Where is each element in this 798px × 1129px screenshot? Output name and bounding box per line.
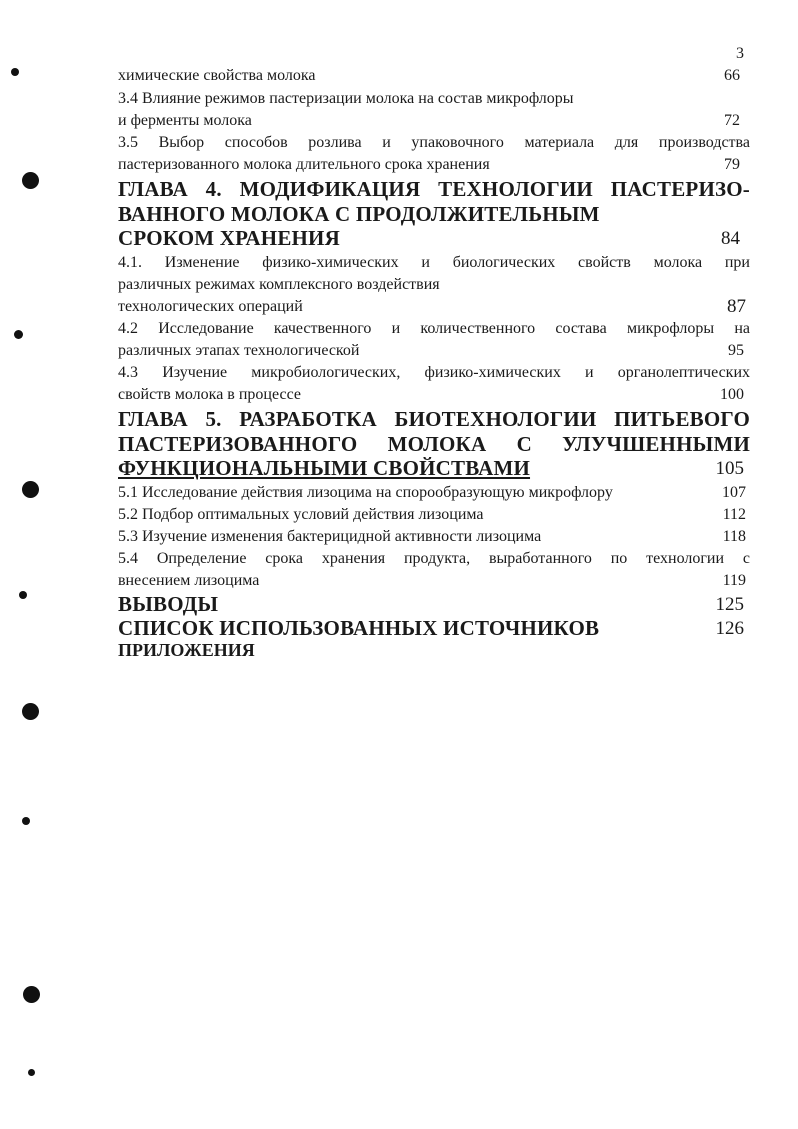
toc-line: 3.5 Выбор способов розлива и упаковочного материала для производства: [118, 134, 750, 151]
toc-page-number: 105: [715, 458, 744, 479]
section-heading-appendices: ПРИЛОЖЕНИЯ: [118, 640, 255, 660]
chapter-heading: ФУНКЦИОНАЛЬНЫМИ СВОЙСТВАМИ: [118, 456, 531, 480]
toc-page-number: 126: [715, 618, 744, 639]
toc-page-number: 72: [724, 112, 740, 129]
binder-hole-5: [19, 591, 27, 599]
binder-hole-6: [22, 703, 39, 720]
section-heading-conclusions: ВЫВОДЫ: [118, 592, 219, 616]
toc-line: свойств молока в процессе: [118, 386, 301, 403]
toc-page-number: 84: [721, 228, 740, 249]
page-number: 3: [736, 45, 744, 62]
chapter-heading: СРОКОМ ХРАНЕНИЯ: [118, 226, 340, 250]
toc-line: 4.3 Изучение микробиологических, физико-химических и органолептических: [118, 364, 750, 381]
toc-line: пастеризованного молока длительного срока хранения: [118, 156, 490, 173]
binder-hole-7: [22, 817, 30, 825]
chapter-heading: ВАННОГО МОЛОКА С ПРОДОЛЖИТЕЛЬНЫМ: [118, 202, 600, 226]
toc-line: 5.3 Изучение изменения бактерицидной активности лизоцима: [118, 528, 542, 545]
toc-page-number: 87: [727, 296, 746, 317]
toc-line: технологических операций: [118, 298, 303, 315]
toc-page-number: 119: [722, 572, 746, 589]
chapter-heading: ГЛАВА 5. РАЗРАБОТКА БИОТЕХНОЛОГИИ ПИТЬЕВОГО: [118, 407, 750, 431]
toc-line: 4.1. Изменение физико-химических и биологических свойств молока при: [118, 254, 750, 271]
toc-page-number: 118: [722, 528, 746, 545]
toc-line: 4.2 Исследование качественного и количественного состава микрофлоры на: [118, 320, 750, 337]
toc-line: и ферменты молока: [118, 112, 252, 129]
toc-page-number: 107: [722, 484, 746, 501]
binder-hole-4: [22, 481, 39, 498]
toc-page-number: 95: [728, 342, 744, 359]
toc-page-number: 100: [720, 386, 744, 403]
binder-hole-8: [23, 986, 40, 1003]
toc-page-number: 125: [715, 594, 744, 615]
toc-page-number: 79: [724, 156, 740, 173]
toc-page-number: 112: [722, 506, 746, 523]
toc-line: 5.4 Определение срока хранения продукта, выработанного по технологии с: [118, 550, 750, 567]
toc-line: 5.2 Подбор оптимальных условий действия лизоцима: [118, 506, 484, 523]
chapter-heading: ПАСТЕРИЗОВАННОГО МОЛОКА С УЛУЧШЕННЫМИ: [118, 432, 750, 456]
binder-hole-3: [14, 330, 23, 339]
toc-line: различных режимах комплексного воздействия: [118, 276, 440, 293]
binder-hole-9: [28, 1069, 35, 1076]
toc-line: внесением лизоцима: [118, 572, 260, 589]
toc-line: различных этапах технологической: [118, 342, 360, 359]
binder-hole-1: [11, 68, 19, 76]
binder-hole-2: [22, 172, 39, 189]
toc-page-number: 66: [724, 67, 740, 84]
toc-line: химические свойства молока: [118, 67, 316, 84]
toc-line: 3.4 Влияние режимов пастеризации молока на состав микрофлоры: [118, 90, 574, 107]
chapter-heading: ГЛАВА 4. МОДИФИКАЦИЯ ТЕХНОЛОГИИ ПАСТЕРИЗО-: [118, 177, 750, 201]
toc-line: 5.1 Исследование действия лизоцима на спорообразующую микрофлору: [118, 484, 613, 501]
section-heading-references: СПИСОК ИСПОЛЬЗОВАННЫХ ИСТОЧНИКОВ: [118, 616, 600, 640]
